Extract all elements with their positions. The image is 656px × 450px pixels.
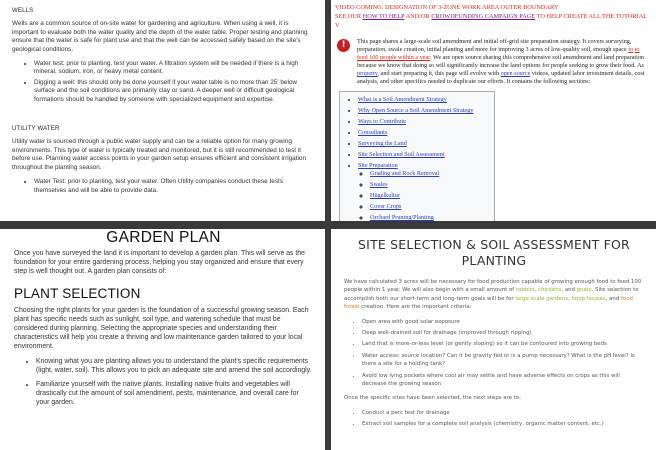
rabbits-link[interactable]: rabbits (515, 287, 535, 294)
utility-water-heading: UTILITY WATER (12, 126, 60, 133)
plant-selection-text: Choosing the right plants for your garden is the foundation of a successful growing season. Each plant has specific needs such as sunlight, soil type, and watering schedule that must be considered during planning. Selecting the appropriate species and understanding their characteristics will help you create a thriving and low maintenance garden tailored to your local environment. (14, 307, 309, 350)
large-scale-gardens-link[interactable]: large scale gardens (515, 295, 569, 302)
notice-text-part: This page shares a large-scale soil amendment and initial off-grid site preparation strategy. It covers surveying, preparation, swale creation, initial planting and more for improving 3 acres of low-quality soil, enough space (357, 38, 632, 53)
toc-link[interactable]: Why Open Source a Soil Amendment Strategy (358, 107, 474, 114)
list-item: • Knowing what you are planting allows you to understand the plant's specific requirements (light, water, soil). This allows you to pick an adequate site and amend the soil accordingly. (36, 357, 313, 375)
notice-link[interactable]: to (628, 46, 634, 53)
site-selection-intro (344, 278, 644, 312)
toc-link[interactable]: Site Selection and Soil Assessment (358, 151, 445, 158)
open-source-link[interactable]: open source (500, 70, 531, 77)
utility-water-text: Utility water is sourced through a public water supply and can be a reliable option for many growing environments. This type of water is typically treated and monitored, but it is still recommended to test it before use. Planning water access points in your garden setup ensures efficient and consistent irrigation throughout the planting season. (12, 138, 307, 171)
intro-text-part: , (568, 295, 572, 302)
garden-plan-title: GARDEN PLAN (106, 229, 221, 246)
notice-text-part: . We are open source sharing this comprehensive soil amendment and land preparation because we know that doing so will significantly increase the land options for people seeking to grow their food. As (357, 54, 645, 69)
list-item: • Water access: source location? Can it be gravity fed or is a pump necessary? What is the pH level? Is there a site for a holding tank? (362, 352, 644, 369)
list-item: • Deep well-drained soil for drainage (improved through ripping) (362, 329, 644, 337)
help-banner (335, 12, 651, 30)
next-steps-text: Once the specific sites have been selected, the next steps are to: (344, 395, 521, 402)
help-banner-text: SEE OUR (335, 13, 363, 20)
help-banner-text: TO HELP CREATE ALL THE TUTORIAL V (335, 13, 647, 29)
intro-text-part: , and (605, 295, 621, 302)
intro-text-part: We have calculated 3 acres will be necessary for food production capable of growing enough food to feed 100 people within 1 year. We will also begin with a small amount of (344, 279, 642, 294)
notice-box (335, 38, 651, 86)
plant-selection-heading: PLANT SELECTION (14, 286, 141, 301)
toc-sublink[interactable]: Hügelkultur (370, 192, 400, 199)
feed-100-people-link[interactable]: to feed 100 people within a year (357, 46, 640, 61)
toc-sublink[interactable]: Swales (370, 181, 388, 188)
wells-section (0, 7, 325, 195)
list-item: • Water test: prior to planting, test your water. A filtration system will be needed if there is a high mineral, sodium, iron, or heavy metal content. (34, 60, 313, 77)
site-selection-section (331, 237, 656, 429)
toc-sublink[interactable]: Cover Crops (370, 203, 402, 210)
intro-text-part: , (534, 287, 539, 294)
toc-link[interactable]: What is a Soil Amendment Strategy (358, 96, 447, 103)
video-banner: VIDEO COMING: DESIGNATION OF 3-ZONE WORK AREA OUTER BOUNDARY (335, 4, 559, 11)
intro-text-part: , and (561, 287, 577, 294)
site-selection-panel (331, 229, 656, 450)
notice-text-part: , and start preparing it, this page will evolve with (377, 70, 501, 77)
crowdfunding-link[interactable]: CROWDFUNDING CAMPAIGN PAGE (431, 13, 536, 20)
intro-text-part: . Site selection to accomplish both our short-term and long-term goals will be for (344, 287, 639, 302)
wiki-page (331, 0, 656, 221)
list-item: • Extract soil samples for a complete soil analysis (chemistry, organic matter content, etc.) (362, 420, 644, 428)
toc-sublink[interactable]: Grading and Rock Removal (370, 170, 440, 177)
garden-plan-intro: Once you have surveyed the land it is important to develop a garden plan. This will serve as the foundation for your entire gardening process, helping you stay organized and ensure that every step is well thought out. A garden plan consists of: (14, 250, 305, 275)
goats-link[interactable]: goats (576, 287, 592, 294)
wells-panel (0, 0, 325, 221)
garden-plan-section (0, 229, 325, 407)
list-item: • Digging a well: this should only be done yourself if your water table is no more than 25' below surface and the soil conditions are primarily clay or sand. A deeper well or difficult geological formations should be handled by someone with specialized equipment and expertise. (34, 79, 313, 104)
list-item: • Open area with good solar exposure (362, 318, 644, 326)
utility-bullet-list (12, 178, 313, 195)
notice-text (357, 38, 651, 86)
food-forest-link[interactable]: food forest (344, 295, 633, 311)
table-of-contents (339, 91, 495, 221)
help-banner-text: AND/OR (404, 13, 432, 20)
toc-sublink[interactable]: Orchard Pruning/Planting (370, 214, 434, 221)
chickens-link[interactable]: chickens (538, 287, 562, 294)
wiki-panel (331, 0, 656, 221)
wells-heading: WELLS (12, 8, 34, 14)
list-item: • Water Test: prior to planting, test your water. Often Utility companies conduct these tests themselves and will be able to provide data. (34, 178, 313, 195)
list-item: • Land that is more-or-less level (or gently sloping) so it can be contoured into growing beds (362, 340, 644, 348)
wells-bullet-list (12, 60, 313, 104)
criteria-list (344, 318, 644, 389)
toc-link[interactable]: Ways to Contribute (358, 118, 406, 125)
site-selection-title: SITE SELECTION & SOIL ASSESSMENT FOR PLANTING (358, 237, 630, 268)
intro-text-part: creation. Here are the important criteria: (359, 304, 472, 311)
property-link[interactable]: property (357, 70, 378, 77)
toc-link[interactable]: Surveying the Land (358, 140, 407, 147)
wells-intro: Wells are a common source of on-site water for gardening and agriculture. When using a well, it is important to evaluate both the water quality and the depth of the water table. Proper testing and planning ensure that the water is safe for plant use and that the well can be accessed safely based on the site's geological conditions. (12, 20, 308, 53)
toc-link[interactable]: Consultants (358, 129, 388, 136)
list-item: • Familiarize yourself with the native plants. Installing native fruits and vegetables will drastically cut the amount of soil amendment, pests, maintenance, and overall care for your garden. (36, 380, 313, 407)
plant-selection-list (14, 357, 313, 407)
how-to-help-link[interactable]: HOW TO HELP (362, 13, 405, 20)
garden-plan-panel (0, 229, 325, 450)
hoop-houses-link[interactable]: hoop houses (571, 295, 606, 302)
list-item: • Avoid low lying pockets where cool air may settle and have adverse effects on crops as this will decrease the growing season (362, 372, 644, 389)
next-steps-list (344, 409, 644, 429)
list-item: • Conduct a perc test for drainage (362, 409, 644, 417)
notice-text-part: videos, updated labor investment details, cost analysis, and other specifics needed to duplicate our efforts. It contains the following sections: (357, 70, 645, 85)
toc-link[interactable]: Site Preparation (358, 162, 398, 169)
alert-icon: ! (337, 39, 350, 52)
